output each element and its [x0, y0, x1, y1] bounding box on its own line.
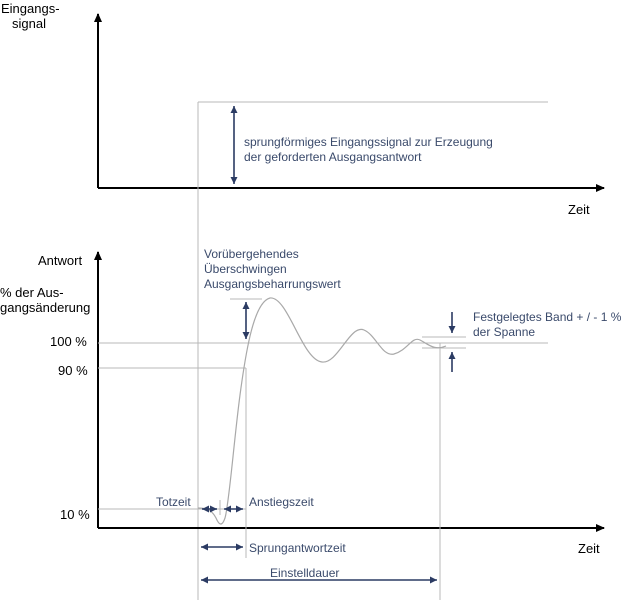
- overshoot-line2: Überschwingen: [204, 262, 287, 276]
- response-curve: [198, 298, 446, 524]
- band-line1: Festgelegtes Band + / - 1 %: [473, 310, 622, 324]
- tick-label-90: 90 %: [58, 363, 88, 378]
- output-response-plot: [0, 247, 622, 600]
- dead-time-label: Totzeit: [156, 495, 191, 509]
- y-unit-line1: % der Aus-: [0, 285, 64, 300]
- tick-label-100: 100 %: [50, 334, 87, 349]
- band-line2: der Spanne: [473, 325, 536, 339]
- step-note-line1: sprungförmiges Eingangssignal zur Erzeugung: [244, 135, 493, 149]
- overshoot-line3: Ausgangsbeharrungswert: [204, 277, 341, 291]
- input-signal-plot: [1, 1, 604, 217]
- step-response-time-label: Sprungantwortzeit: [249, 541, 346, 555]
- rise-time-label: Anstiegszeit: [249, 495, 314, 509]
- overshoot-line1: Vorübergehendes: [204, 247, 299, 261]
- top-y-axis-label-line2: signal: [12, 16, 46, 31]
- settling-time-label: Einstelldauer: [270, 566, 340, 580]
- step-note-line2: der geforderten Ausgangsantwort: [244, 150, 422, 164]
- tick-label-10: 10 %: [60, 507, 90, 522]
- top-y-axis-label-line1: Eingangs-: [1, 1, 60, 16]
- top-x-axis-label: Zeit: [568, 202, 590, 217]
- bottom-x-axis-label: Zeit: [578, 541, 600, 556]
- bottom-y-axis-label: Antwort: [38, 253, 83, 268]
- y-unit-line2: gangsänderung: [0, 300, 91, 315]
